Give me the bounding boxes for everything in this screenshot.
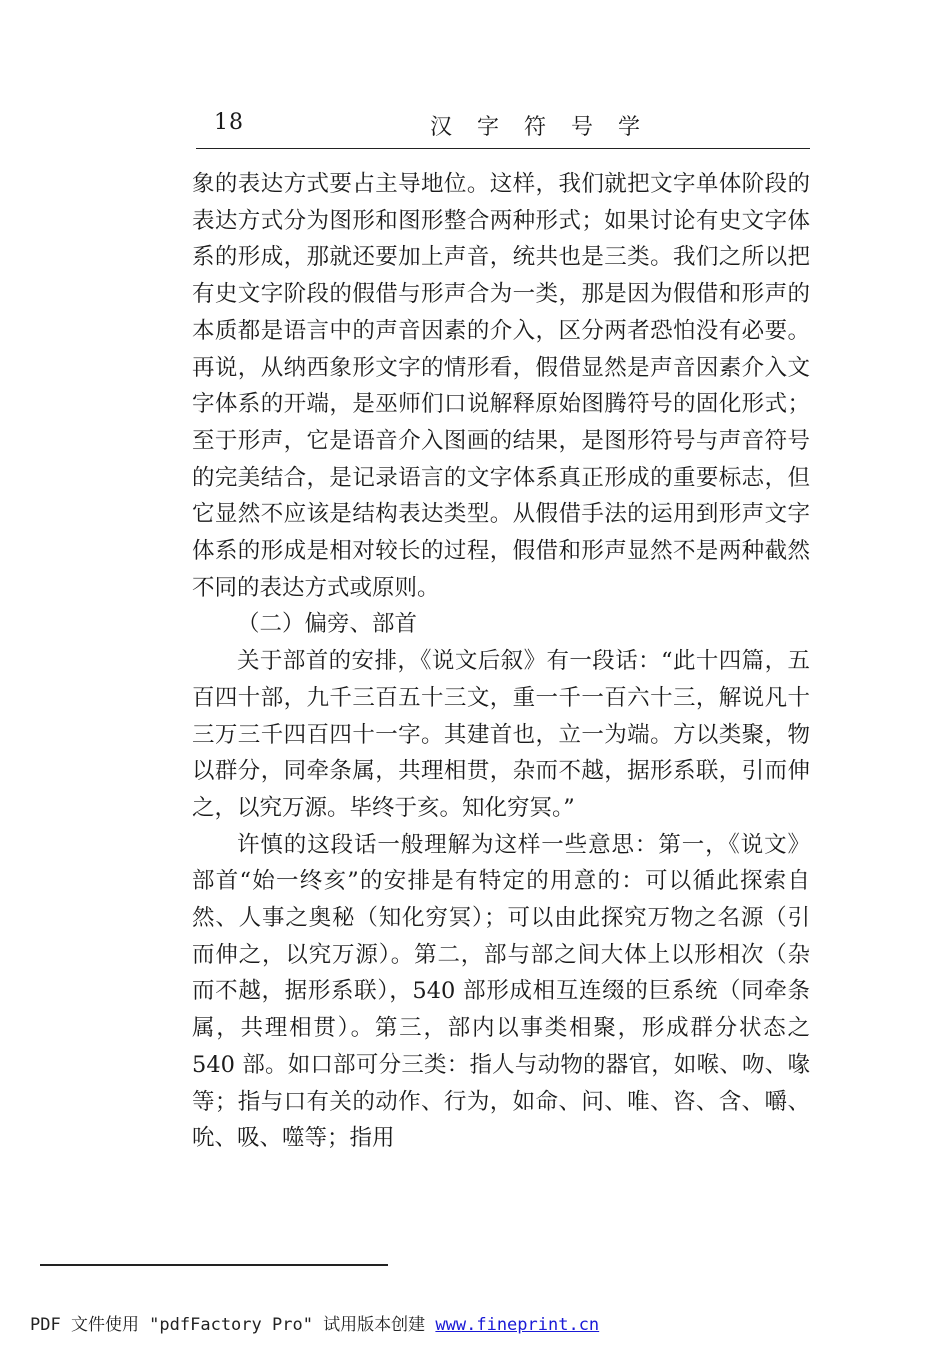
paragraph-continuation: 象的表达方式要占主导地位。这样，我们就把文字单体阶段的表达方式分为图形和图形整合两种形式；如果讨论有史文字体系的形成，那就还要加上声音，统共也是三类。我们之所以把有史文字阶段的假借与形声合为一类，那是因为假借和形声的本质都是语言中的声音因素的介入，区分两者恐怕没有必要。再说，从纳西象形文字的情形看，假借显然是声音因素介入文字体系的开端，是巫师们口说解释原始图腾符号的固化形式；至于形声，它是语音介入图画的结果，是图形符号与声音符号的完美结合，是记录语言的文字体系真正形成的重要标志，但它显然不应该是结构表达类型。从假借手法的运用到形声文字体系的形成是相对较长的过程，假借和形声显然不是两种截然不同的表达方式或原则。 [192, 171, 810, 601]
paragraph-xu-shen-interpretation: 许慎的这段话一般理解为这样一些意思：第一，《说文》部首“始一终亥”的安排是有特定的用意的：可以循此探索自然、人事之奥秘（知化穷冥）；可以由此探究万物之名源（引而伸之，以究万源）。第二，部与部之间大体上以形相次（杂而不越，据形系联），540 部形成相互连缀的巨系统（同牵条属，共理相贯）。第三，部内以事类相聚，形成群分状态之 540 部。如口部可分三类：指人与动物的器官，如喉、吻、喙等；指与口有关的动作、行为，如命、问、唯、咨、含、嚼、吮、吸、噬等；指用 [192, 831, 810, 1152]
page-number: 18 [214, 110, 244, 135]
footnote-rule [40, 1264, 388, 1266]
pdf-footer [30, 1310, 599, 1335]
header-rule [196, 148, 810, 149]
section-heading: （二）偏旁、部首 [237, 611, 418, 638]
footer-link[interactable]: www.fineprint.cn [435, 1315, 600, 1335]
body-text [192, 166, 810, 1157]
running-title: 汉 字 符 号 学 [430, 115, 649, 140]
footer-text: PDF 文件使用 "pdfFactory Pro" 试用版本创建 [30, 1315, 436, 1335]
paragraph-shuowen-quote: 关于部首的安排，《说文后叙》有一段话：“此十四篇，五百四十部，九千三百五十三文，重一千一百六十三，解说凡十三万三千四百四十一字。其建首也，立一为端。方以类聚，物以群分，同牵条属，共理相贯，杂而不越，据形系联，引而伸之，以究万源。毕终于亥。知化穷冥。” [192, 648, 810, 821]
